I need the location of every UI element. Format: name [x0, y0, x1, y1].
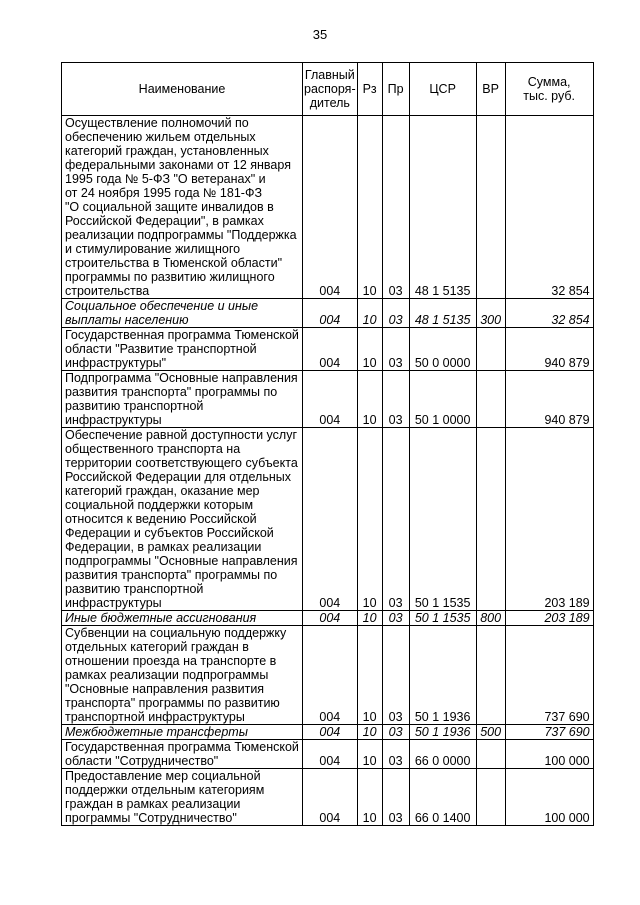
row-pr: 03	[382, 626, 409, 725]
row-glav: 004	[303, 769, 358, 826]
row-name: Иные бюджетные ассигнования	[62, 611, 303, 626]
table-row	[62, 428, 594, 611]
row-pr: 03	[382, 769, 409, 826]
row-csr: 50 1 1936	[409, 626, 476, 725]
header-rz: Рз	[357, 63, 382, 116]
row-name: Предоставление мер социальной поддержки отдельным категориям граждан в рамках реализации программы "Сотрудничество"	[62, 769, 303, 826]
row-rz: 10	[357, 611, 382, 626]
table-row	[62, 371, 594, 428]
row-name: Осуществление полномочий по обеспечению жильем отдельных категорий граждан, установленных федеральными законами от 12 января 1995 года № 5-ФЗ "О ветеранах" и от 24 ноября 1995 года № 181-ФЗ "О социальной защите инвалидов в Российской Федерации", в рамках реализации подпрограммы "Поддержка и стимулирование жилищного строительства в Тюменской области" программы по развитию жилищного строительства	[62, 116, 303, 299]
row-vr: 800	[476, 611, 505, 626]
row-pr: 03	[382, 740, 409, 769]
row-name: Подпрограмма "Основные направления развития транспорта" программы по развитию транспортной инфраструктуры	[62, 371, 303, 428]
table-row	[62, 611, 594, 626]
header-vr: ВР	[476, 63, 505, 116]
row-sum: 203 189	[505, 611, 593, 626]
row-csr: 66 0 1400	[409, 769, 476, 826]
row-vr: 500	[476, 725, 505, 740]
table-header-row	[62, 63, 594, 116]
row-name: Государственная программа Тюменской области "Развитие транспортной инфраструктуры"	[62, 328, 303, 371]
row-pr: 03	[382, 328, 409, 371]
row-csr: 66 0 0000	[409, 740, 476, 769]
row-glav: 004	[303, 428, 358, 611]
row-pr: 03	[382, 611, 409, 626]
row-glav: 004	[303, 299, 358, 328]
row-glav: 004	[303, 328, 358, 371]
table-row	[62, 116, 594, 299]
page-number: 35	[312, 27, 328, 42]
row-name: Обеспечение равной доступности услуг общественного транспорта на территории соответствующего субъекта Российской Федерации для отдельных категорий граждан, оказание мер социальной поддержки которым относится к ведению Российской Федерации и субъектов Российской Федерации, в рамках реализации подпрограммы "Основные направления развития транспорта" программы по развитию транспортной инфраструктуры	[62, 428, 303, 611]
row-name: Социальное обеспечение и иные выплаты населению	[62, 299, 303, 328]
row-sum: 100 000	[505, 769, 593, 826]
row-rz: 10	[357, 328, 382, 371]
row-rz: 10	[357, 740, 382, 769]
row-glav: 004	[303, 725, 358, 740]
header-name: Наименование	[62, 63, 303, 116]
table-row	[62, 328, 594, 371]
row-vr	[476, 116, 505, 299]
row-glav: 004	[303, 611, 358, 626]
row-rz: 10	[357, 626, 382, 725]
row-glav: 004	[303, 740, 358, 769]
row-pr: 03	[382, 116, 409, 299]
row-sum: 100 000	[505, 740, 593, 769]
table-row	[62, 769, 594, 826]
row-sum: 940 879	[505, 371, 593, 428]
row-csr: 50 1 1535	[409, 428, 476, 611]
row-glav: 004	[303, 116, 358, 299]
row-name: Межбюджетные трансферты	[62, 725, 303, 740]
row-vr	[476, 769, 505, 826]
row-rz: 10	[357, 428, 382, 611]
row-vr	[476, 626, 505, 725]
table-row	[62, 626, 594, 725]
row-vr	[476, 428, 505, 611]
row-glav: 004	[303, 371, 358, 428]
row-rz: 10	[357, 725, 382, 740]
table-row	[62, 725, 594, 740]
row-sum: 940 879	[505, 328, 593, 371]
row-pr: 03	[382, 428, 409, 611]
row-vr	[476, 740, 505, 769]
table-row	[62, 740, 594, 769]
row-pr: 03	[382, 371, 409, 428]
row-rz: 10	[357, 299, 382, 328]
row-csr: 50 1 0000	[409, 371, 476, 428]
row-pr: 03	[382, 299, 409, 328]
row-vr	[476, 328, 505, 371]
row-sum: 203 189	[505, 428, 593, 611]
header-main-manager: Главный распоря- дитель	[303, 63, 358, 116]
header-csr: ЦСР	[409, 63, 476, 116]
row-csr: 50 1 1535	[409, 611, 476, 626]
table-row	[62, 299, 594, 328]
row-sum: 737 690	[505, 626, 593, 725]
row-sum: 737 690	[505, 725, 593, 740]
row-csr: 50 1 1936	[409, 725, 476, 740]
row-name: Субвенции на социальную поддержку отдельных категорий граждан в отношении проезда на транспорте в рамках реализации подпрограммы "Основные направления развития транспорта" программы по развитию транспортной инфраструктуры	[62, 626, 303, 725]
row-rz: 10	[357, 116, 382, 299]
header-pr: Пр	[382, 63, 409, 116]
row-csr: 50 0 0000	[409, 328, 476, 371]
header-sum: Сумма, тыс. руб.	[505, 63, 593, 116]
row-rz: 10	[357, 371, 382, 428]
row-vr	[476, 371, 505, 428]
row-name: Государственная программа Тюменской области "Сотрудничество"	[62, 740, 303, 769]
row-pr: 03	[382, 725, 409, 740]
row-vr: 300	[476, 299, 505, 328]
row-glav: 004	[303, 626, 358, 725]
row-csr: 48 1 5135	[409, 116, 476, 299]
row-csr: 48 1 5135	[409, 299, 476, 328]
budget-table	[61, 62, 594, 826]
row-rz: 10	[357, 769, 382, 826]
row-sum: 32 854	[505, 299, 593, 328]
row-sum: 32 854	[505, 116, 593, 299]
